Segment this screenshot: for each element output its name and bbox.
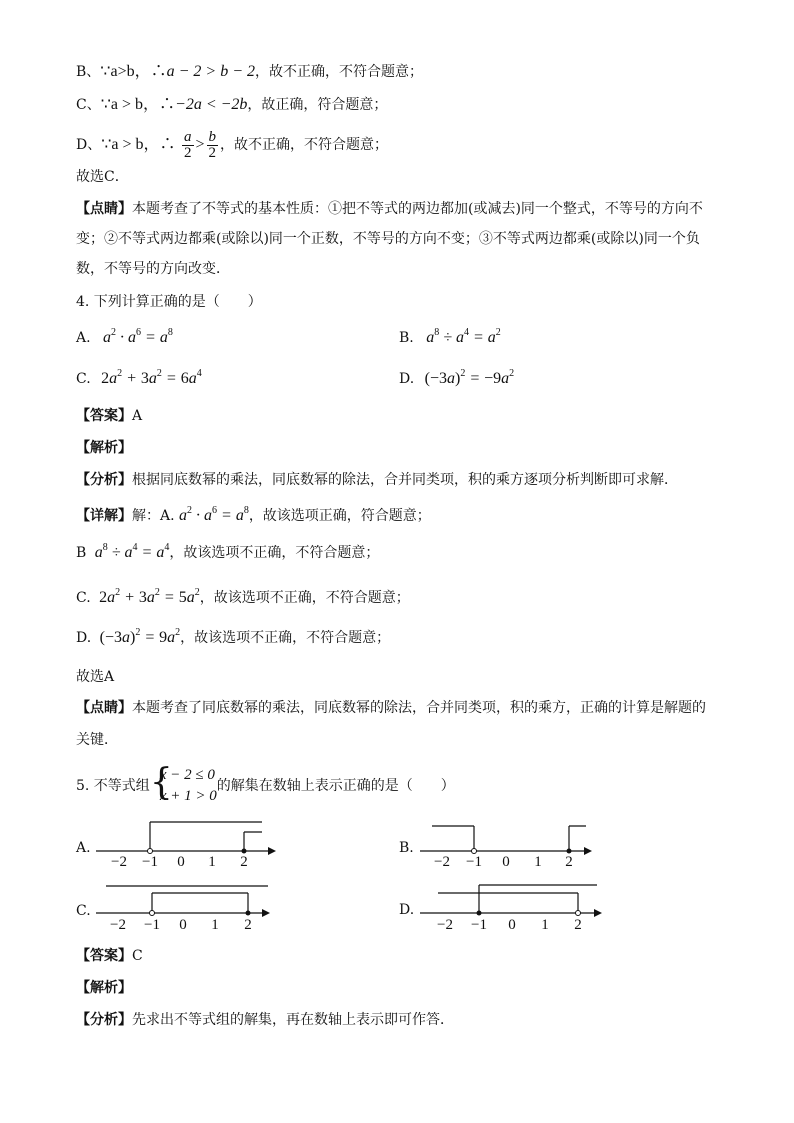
detail-conclusion: ，故该选项不正确，不符合题意； [199,590,410,606]
tick-label: 2 [565,854,573,870]
q4-stem: 4. 下列计算正确的是（ ） [76,294,262,310]
option-label: C、 [76,97,101,113]
math-condition: ∵a>b，∴ [100,63,167,80]
detail-conclusion: ，故该选项不正确，不符合题意； [180,630,391,646]
option-label: B、 [76,64,101,80]
comment-tag: 【点睛】 [76,201,132,217]
q5-option-d-label: D. [399,902,415,918]
q4-comment-line-2: 关键． [76,732,118,748]
greater-than-sign: > [195,136,205,153]
detail-a-expression: $a^2 \cdot a^6 = a^8$ [179,505,249,524]
q5-option-b-label: B. [399,840,414,856]
option-label: D. [399,371,415,387]
tick-label: −1 [471,917,487,933]
math-condition: ∵a > b，∴ [101,136,176,153]
detail-prefix: B [76,545,87,561]
fraction-numerator: b [208,128,217,145]
option-label: C. [76,371,91,387]
tick-label: 2 [574,917,582,933]
fraction-denominator: 2 [208,144,217,161]
comment-text: 本题考查了同底数幂的乘法，同底数幂的除法，合并同类项，积的乘方，正确的计算是解题的 [132,700,706,716]
q5-analysis-tag: 【解析】 [76,980,132,996]
q4-analysis-tag: 【解析】 [76,440,132,456]
number-line-c [96,886,270,933]
option-label: D、 [76,137,102,153]
detail-prefix: C. [76,590,91,606]
number-line-a [96,822,276,870]
detail-c-expression: $2a^2 + 3a^2 = 5a^2$ [99,587,200,606]
math-inequality: −2a < −2b [175,96,248,113]
comment-tag: 【点睛】 [76,700,132,716]
option-b-expression: $a^8 \div a^4 = a^2$ [426,327,501,346]
q3-comment-line-2: 变；②不等式两边都乘(或除以)同一个正数，不等号的方向不变；③不等式两边都乘(或除以)同一个负 [76,231,700,247]
detail-b-expression: $a^8 \div a^4 = a^4$ [94,542,170,561]
number-line-b [420,826,592,870]
q3-choose-line: 故选C． [76,169,129,185]
option-d-expression: $(-3a)^2 = -9a^2$ [424,368,515,387]
q5-answer-line [76,946,143,966]
tick-label: 0 [508,917,516,933]
conclusion-text: ，故不正确，不符合题意； [255,64,423,80]
tick-label: 2 [240,854,248,870]
conclusion-text: ，故不正确，不符合题意； [220,137,389,153]
q5-option-c-label: C. [76,903,91,919]
tick-label: 1 [541,917,549,933]
detail-conclusion: ，故该选项不正确，不符合题意； [169,545,380,561]
fenxi-text: 根据同底数幂的乘法，同底数幂的除法，合并同类项，积的乘方逐项分析判断即可求解． [132,472,678,488]
tick-label: 2 [244,917,252,933]
stem-prefix: 5. 不等式组 [76,778,150,794]
fenxi-tag: 【分析】 [76,1012,132,1028]
math-condition: ∵a > b，∴ [100,96,176,113]
fenxi-tag: 【分析】 [76,472,132,488]
detail-prefix: D. [76,630,92,646]
tick-label: 0 [179,917,187,933]
q5-fenxi-line [76,1010,454,1030]
tick-label: 0 [502,854,510,870]
answer-tag: 【答案】 [76,408,132,424]
system-row-1: x − 2 ≤ 0 [159,767,215,783]
tick-label: 0 [177,854,185,870]
option-label: A. [76,330,91,346]
tick-label: −2 [110,917,126,933]
tick-label: −1 [142,854,158,870]
q3-comment-line-3: 数，不等号的方向改变． [76,261,230,277]
q4-choose-line: 故选A [76,669,115,685]
answer-value: A [132,408,143,424]
fraction-numerator: a [184,128,192,145]
detail-tag: 【详解】 [76,508,132,524]
tick-label: −2 [437,917,453,933]
detail-d-expression: $(-3a)^2 = 9a^2$ [99,627,181,646]
tick-label: −2 [434,854,450,870]
conclusion-text: ，故正确，符合题意； [247,97,388,113]
detail-prefix: 解：A. [132,508,175,524]
q5-option-a-label: A. [76,840,91,856]
option-a-expression: $a^2 \cdot a^6 = a^8$ [103,327,173,346]
system-row-2: x + 1 > 0 [159,788,217,804]
fenxi-text: 先求出不等式组的解集，再在数轴上表示即可作答． [132,1012,454,1028]
tick-label: 1 [534,854,542,870]
number-line-d [420,885,602,933]
answer-value: C [132,948,143,964]
left-brace-icon: { [149,762,173,803]
answer-tag: 【答案】 [76,948,132,964]
option-c-expression: $2a^2 + 3a^2 = 6a^4$ [101,368,202,387]
tick-label: −1 [466,854,482,870]
fraction-denominator: 2 [184,144,192,161]
comment-text: 本题考查了不等式的基本性质：①把不等式的两边都加(或减去)同一个整式，不等号的方向不 [132,201,703,217]
math-inequality: a − 2 > b − 2 [166,63,255,80]
tick-label: 1 [211,917,219,933]
detail-conclusion: ，故该选项正确，符合题意； [248,508,431,524]
tick-label: −2 [111,854,127,870]
option-label: B. [399,330,414,346]
tick-label: 1 [208,854,216,870]
stem-suffix: 的解集在数轴上表示正确的是（ ） [216,778,455,794]
tick-label: −1 [144,917,160,933]
